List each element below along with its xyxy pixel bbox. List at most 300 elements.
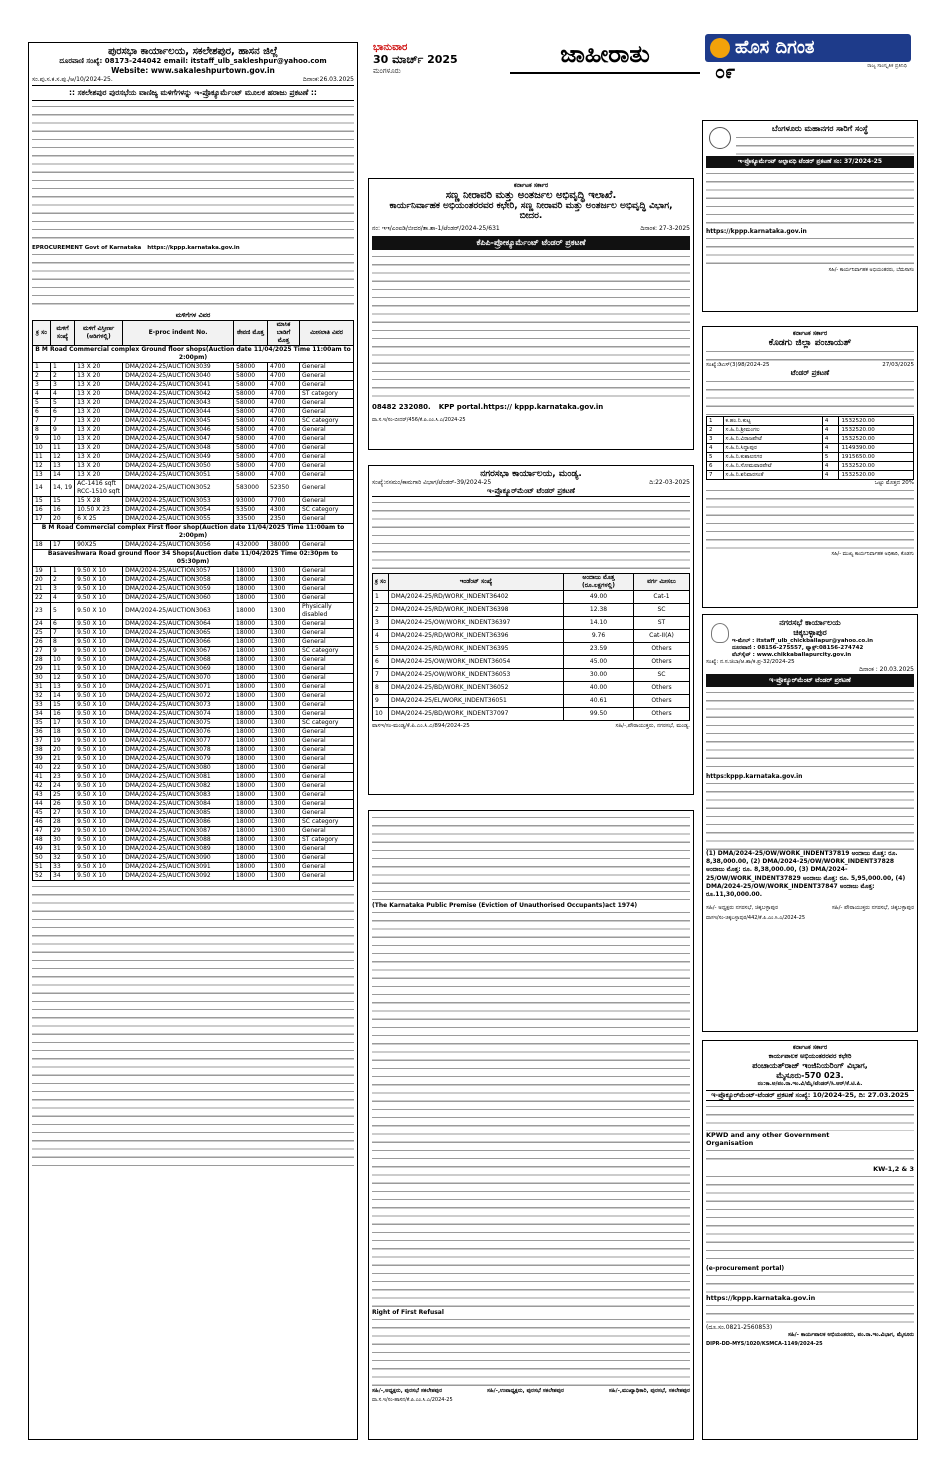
table-cell: 9.50 X 10: [75, 791, 123, 800]
masthead-logo-box: [705, 34, 911, 84]
table-cell: Physically disabled: [300, 603, 354, 620]
table-cell: 1300: [268, 567, 300, 576]
table-cell: 15: [51, 701, 75, 710]
table-cell: 13 X 20: [75, 381, 123, 390]
ad1-date: ದಿನಾಂಕ:26.03.2025: [302, 76, 354, 83]
table-cell: 14, 19: [51, 480, 75, 497]
ad6-bar: ಇ-ಪ್ರೊಕ್ಯೂರ್‌ಮೆಂಟ್ ಟೆಂಡರ್ ಪ್ರಕಟಣೆ: [706, 674, 914, 687]
table-cell: 9.50 X 10: [75, 737, 123, 746]
table-cell: 9.50 X 10: [75, 603, 123, 620]
ad6-phone: ದೂರವಾಣಿ : 08156-275557, ಫ್ಯಾಕ್ಸ್:08156-274742: [732, 645, 864, 651]
table-cell: 31: [51, 845, 75, 854]
table-cell: 29: [51, 827, 75, 836]
table-cell: 4700: [268, 390, 300, 399]
ad1c-sign: ಸಹಿ/-,ಉಪಾಧ್ಯಕ್ಷರು, ಪುರಸಭೆ ಸಕಲೇಶಪುರ: [486, 1388, 564, 1394]
table-cell: 99.50: [564, 708, 634, 721]
table-cell: 5: [33, 399, 51, 408]
ad7-sign: ಸಹಿ/- ಕಾರ್ಯಪಾಲಕ ಅಭಿಯಂತರರು, ಪಂ.ರಾ.ಇಂ.ವಿಭಾಗ, ಮೈಸೂರು: [787, 1332, 914, 1338]
table-cell: 18000: [234, 710, 268, 719]
table-cell: 10: [51, 656, 75, 665]
ad1-ref-row: [32, 75, 354, 86]
table-cell: 9.50 X 10: [75, 800, 123, 809]
table-cell: 5: [51, 399, 75, 408]
table-cell: 4700: [268, 363, 300, 372]
table-cell: 58000: [234, 471, 268, 480]
table-cell: 4: [822, 426, 839, 435]
table-cell: 58000: [234, 399, 268, 408]
table-cell: 4: [33, 390, 51, 399]
table-cell: 1532520.00: [839, 435, 914, 444]
table-row: [33, 665, 354, 674]
table-cell: ST category: [300, 836, 354, 845]
table-section-heading: Basaveshwara Road ground floor 34 Shops(Auction date 11/04/2025 Time 02:30pm to 05:30pm): [33, 550, 354, 567]
table-cell: 1532520.00: [839, 417, 914, 426]
table-row: [33, 480, 354, 497]
ad5-gov: ಕರ್ನಾಟಕ ಸರ್ಕಾರ: [792, 330, 828, 337]
table-row: [33, 629, 354, 638]
table-row: [33, 710, 354, 719]
table-cell: 45.00: [564, 656, 634, 669]
table-cell: 9.50 X 10: [75, 692, 123, 701]
masthead-day: ಭಾನುವಾರ: [373, 42, 408, 53]
ad6-indents: (1) DMA/2024-25/OW/WORK_INDENT37819 ಅಂದಾಜು ಮೊತ್ತ: ರೂ. 8,38,000.00, (2) DMA/2024-25/OW/WORK_INDENT37828 ಅಂದಾಜು ಮೊತ್ತ: ರೂ. 8,38,000.00, (3) DMA/2024-25/OW/WORK_INDENT37829 ಅಂದಾಜು ಮೊತ್ತ: ರೂ. 5,95,000.00, (4) DMA/2024-25/OW/WORK_INDENT37847 ಅಂದಾಜು ಮೊತ್ತ: ರೂ.11,30,000.00.: [706, 850, 906, 899]
table-cell: 18000: [234, 845, 268, 854]
ad7-footer: DIPR-DD-MYS/1020/KSMCA-1149/2024-25: [706, 1341, 823, 1347]
col-header: ಇಂಡೆಂಟ್ ಸಂಖ್ಯೆ: [389, 574, 564, 591]
table-cell: 11: [33, 453, 51, 462]
table-section-row: [33, 346, 354, 363]
paper-name: ಹೊಸ ದಿಗಂತ: [735, 37, 815, 58]
table-row: [33, 647, 354, 656]
table-cell: 58000: [234, 408, 268, 417]
table-cell: 28: [51, 818, 75, 827]
table-cell: 9.50 X 10: [75, 683, 123, 692]
table-cell: 4: [707, 444, 724, 453]
table-cell: 12.38: [564, 604, 634, 617]
table-cell: SC category: [300, 719, 354, 728]
ad2-title: ಸಣ್ಣ ನೀರಾವರಿ ಮತ್ತು ಅಂತರ್ಜಲ ಅಭಿವೃದ್ಧಿ ಇಲಾಖೆ.: [445, 190, 617, 201]
table-cell: General: [300, 692, 354, 701]
table-row: [33, 737, 354, 746]
table-cell: DMA/2024-25/AUCTION3057: [123, 567, 234, 576]
table-cell: 9.50 X 10: [75, 746, 123, 755]
table-cell: 22: [33, 594, 51, 603]
table-cell: 13 X 20: [75, 426, 123, 435]
table-cell: 44: [33, 800, 51, 809]
table-cell: 16: [51, 710, 75, 719]
ad6-sign: ಸಹಿ/- ಪೌರಾಯುಕ್ತರು ನಗರಸಭೆ, ಚಿಕ್ಕಬಳ್ಳಾಪುರ: [831, 905, 914, 912]
table-cell: 4700: [268, 417, 300, 426]
table-cell: DMA/2024-25/AUCTION3043: [123, 399, 234, 408]
table-cell: ಸ.ಹಿ.ನಿ.ವಿರಾಜಪೇಟೆ: [723, 435, 822, 444]
table-cell: 58000: [234, 372, 268, 381]
table-cell: 30.00: [564, 669, 634, 682]
table-cell: 58000: [234, 453, 268, 462]
table-cell: DMA/2024-25/RD/WORK_INDENT36398: [389, 604, 564, 617]
table-cell: 18000: [234, 836, 268, 845]
table-cell: 18000: [234, 782, 268, 791]
table-cell: SC category: [300, 818, 354, 827]
table-cell: ಸ.ಹಿ.ನಿ.ಶನಿವಾರಸಂತೆ: [723, 471, 822, 480]
ad3-title: ನಗರಸಭಾ ಕಾರ್ಯಾಲಯ, ಮಂಡ್ಯ.: [480, 469, 582, 479]
table-cell: DMA/2024-25/AUCTION3071: [123, 683, 234, 692]
table-cell: 14: [51, 692, 75, 701]
table-cell: 9.50 X 10: [75, 710, 123, 719]
col-header: ಮೀಸಲಾತಿ ವಿವರ: [300, 321, 354, 346]
table-cell: 21: [51, 755, 75, 764]
table-cell: SC category: [300, 506, 354, 515]
ad6-sign: ಸಹಿ/- ಅಧ್ಯಕ್ಷರು ನಗರಸಭೆ, ಚಿಕ್ಕಬಳ್ಳಾಪುರ: [706, 905, 779, 912]
table-row: [33, 444, 354, 453]
ad3-date: ದಿ:22-03-2025: [649, 479, 690, 486]
table-cell: 18: [33, 541, 51, 550]
table-cell: 18: [51, 728, 75, 737]
table-cell: 27: [51, 809, 75, 818]
ad2-contact-row: [372, 403, 690, 411]
table-row: [33, 791, 354, 800]
table-cell: DMA/2024-25/AUCTION3076: [123, 728, 234, 737]
mandya-table-header: [373, 574, 690, 591]
table-cell: 9.76: [564, 630, 634, 643]
table-cell: 18000: [234, 594, 268, 603]
table-cell: 26: [33, 638, 51, 647]
table-cell: DMA/2024-25/OW/WORK_INDENT36053: [389, 669, 564, 682]
table-row: [707, 426, 914, 435]
ad2-body-text: [372, 253, 690, 403]
table-cell: 2: [373, 604, 389, 617]
table-cell: 9.50 X 10: [75, 773, 123, 782]
ad7-body-text-5: [706, 1302, 914, 1324]
table-cell: DMA/2024-25/AUCTION3088: [123, 836, 234, 845]
paper-tag: ರಾಜ್ಯ ಸಾಂಸ್ಕೃತಿಕ ಪ್ರತಿನಿಧಿ: [867, 63, 907, 69]
table-cell: General: [300, 399, 354, 408]
table-cell: General: [300, 435, 354, 444]
table-cell: 1300: [268, 827, 300, 836]
table-row: [707, 435, 914, 444]
table-section-row: [33, 550, 354, 567]
table-cell: 9.50 X 10: [75, 719, 123, 728]
table-cell: DMA/2024-25/AUCTION3045: [123, 417, 234, 426]
table-cell: DMA/2024-25/AUCTION3078: [123, 746, 234, 755]
table-row: [33, 656, 354, 665]
table-cell: 9.50 X 10: [75, 620, 123, 629]
table-cell: 23: [33, 603, 51, 620]
table-cell: 18000: [234, 692, 268, 701]
ad1-table-caption: ಮಳಿಗೆಗಳ ವಿವರ: [175, 311, 211, 319]
table-cell: 9.50 X 10: [75, 836, 123, 845]
table-cell: 10: [373, 708, 389, 721]
table-cell: General: [300, 620, 354, 629]
ad4-body-text: [706, 170, 914, 228]
table-row: [33, 728, 354, 737]
table-cell: ಸ.ಹಿ.ನಿ.ಸಿದ್ದಾಪುರ: [723, 444, 822, 453]
table-cell: 432000: [234, 541, 268, 550]
table-row: [33, 506, 354, 515]
table-cell: General: [300, 567, 354, 576]
table-cell: 8: [373, 682, 389, 695]
table-cell: 48: [33, 836, 51, 845]
table-cell: 1300: [268, 773, 300, 782]
table-cell: DMA/2024-25/AUCTION3048: [123, 444, 234, 453]
table-cell: 9.50 X 10: [75, 647, 123, 656]
table-cell: 9.50 X 10: [75, 629, 123, 638]
table-cell: 1532520.00: [839, 426, 914, 435]
table-cell: DMA/2024-25/AUCTION3083: [123, 791, 234, 800]
table-cell: General: [300, 453, 354, 462]
table-cell: 6: [51, 620, 75, 629]
table-cell: 58000: [234, 426, 268, 435]
table-cell: 4: [373, 630, 389, 643]
table-cell: 4700: [268, 444, 300, 453]
table-cell: 1300: [268, 665, 300, 674]
table-cell: 1300: [268, 809, 300, 818]
table-cell: 15 X 28: [75, 497, 123, 506]
table-section-row: [33, 524, 354, 541]
table-cell: 12: [33, 462, 51, 471]
table-cell: 18000: [234, 854, 268, 863]
ad4-footer: ಸಹಿ/- ಕಾರ್ಯನಿರ್ವಾಹಕ ಅಭಿಯಂತರರು, ಬೆಮಸಾಸಂ: [828, 267, 914, 273]
table-row: [33, 800, 354, 809]
table-cell: 16: [51, 506, 75, 515]
table-cell: DMA/2024-25/AUCTION3072: [123, 692, 234, 701]
table-cell: 12: [51, 453, 75, 462]
table-row: [33, 674, 354, 683]
table-cell: 5: [707, 453, 724, 462]
table-cell: 40: [33, 764, 51, 773]
ad5-address: [706, 348, 914, 362]
table-cell: 10: [51, 435, 75, 444]
table-cell: 40.61: [564, 695, 634, 708]
table-cell: 9.50 X 10: [75, 845, 123, 854]
table-row: [373, 630, 690, 643]
table-cell: 1300: [268, 746, 300, 755]
ad5-emd: ಒಟ್ಟು ಮೊತ್ತದ 20%: [874, 480, 914, 486]
table-cell: DMA/2024-25/BD/WORK_INDENT37097: [389, 708, 564, 721]
table-cell: 49: [33, 845, 51, 854]
table-cell: 18000: [234, 773, 268, 782]
table-cell: 1915650.00: [839, 453, 914, 462]
table-cell: 15: [51, 497, 75, 506]
ad6-city: ಚಿಕ್ಕಬಳ್ಳಾಪುರ: [793, 628, 827, 637]
table-cell: 9.50 X 10: [75, 818, 123, 827]
table-cell: DMA/2024-25/AUCTION3063: [123, 603, 234, 620]
ad2-footer: ವಾ.ಸ.ಇ/ಸಂ-ಬೀದರ್/456/ಕೆ.ಪಿ.ಎಂ.ಸಿ.ಎ/2024-25: [372, 417, 466, 423]
table-cell: DMA/2024-25/RD/WORK_INDENT36396: [389, 630, 564, 643]
table-row: [373, 682, 690, 695]
table-cell: 9.50 X 10: [75, 638, 123, 647]
table-cell: DMA/2024-25/AUCTION3054: [123, 506, 234, 515]
table-cell: 18000: [234, 603, 268, 620]
table-cell: 58000: [234, 390, 268, 399]
table-cell: 1300: [268, 576, 300, 585]
table-cell: 9.50 X 10: [75, 567, 123, 576]
table-cell: 13 X 20: [75, 435, 123, 444]
table-cell: 4700: [268, 426, 300, 435]
ad-kodagu: [702, 326, 918, 608]
table-cell: General: [300, 426, 354, 435]
table-cell: 4700: [268, 462, 300, 471]
table-row: [33, 854, 354, 863]
table-row: [33, 372, 354, 381]
table-cell: 3: [373, 617, 389, 630]
table-cell: 4300: [268, 506, 300, 515]
table-cell: General: [300, 773, 354, 782]
bmtc-logo-icon: [709, 127, 731, 149]
table-cell: DMA/2024-25/AUCTION3073: [123, 701, 234, 710]
table-cell: 4700: [268, 408, 300, 417]
table-cell: 33500: [234, 515, 268, 524]
table-cell: 19: [33, 567, 51, 576]
table-cell: 14.10: [564, 617, 634, 630]
table-cell: DMA/2024-25/AUCTION3086: [123, 818, 234, 827]
table-cell: 38000: [268, 541, 300, 550]
table-row: [373, 656, 690, 669]
table-cell: 9.50 X 10: [75, 809, 123, 818]
table-cell: 11: [51, 444, 75, 453]
masthead-date-box: [373, 42, 503, 84]
ad-mysuru-pred: [702, 1040, 918, 1440]
table-cell: 52: [33, 872, 51, 881]
table-cell: Others: [634, 682, 690, 695]
ad5-body-text: [706, 378, 914, 416]
table-cell: DMA/2024-25/AUCTION3079: [123, 755, 234, 764]
table-cell: 58000: [234, 417, 268, 426]
table-cell: 23.59: [564, 643, 634, 656]
table-cell: 10: [33, 444, 51, 453]
table-cell: 18000: [234, 683, 268, 692]
ad4-address: [736, 134, 914, 156]
table-cell: 9.50 X 10: [75, 594, 123, 603]
table-cell: 17: [51, 719, 75, 728]
ad2-url: KPP portal.https:// kppp.karnataka.gov.in: [438, 403, 604, 411]
table-cell: DMA/2024-25/AUCTION3087: [123, 827, 234, 836]
table-cell: 18000: [234, 585, 268, 594]
table-cell: 1300: [268, 737, 300, 746]
table-cell: General: [300, 791, 354, 800]
table-cell: 52350: [268, 480, 300, 497]
ad7-gov: ಕರ್ನಾಟಕ ಸರ್ಕಾರ: [792, 1044, 828, 1051]
table-cell: 6: [707, 462, 724, 471]
ad6-signs: [706, 905, 914, 912]
table-cell: 4700: [268, 453, 300, 462]
table-cell: General: [300, 701, 354, 710]
table-row: [33, 576, 354, 585]
table-cell: 38: [33, 746, 51, 755]
table-row: [33, 417, 354, 426]
table-cell: General: [300, 515, 354, 524]
table-cell: 30: [51, 836, 75, 845]
table-cell: General: [300, 471, 354, 480]
table-cell: DMA/2024-25/AUCTION3065: [123, 629, 234, 638]
ad7-body-text-3: [706, 1173, 914, 1265]
table-row: [707, 471, 914, 480]
table-cell: DMA/2024-25/AUCTION3055: [123, 515, 234, 524]
ad3-footer: ವಾಸಇ/ಸಂ-ಮಂಡ್ಯ/ಕೆ.ಪಿ.ಎಂ.ಸಿ.ಎ/894/2024-25: [372, 723, 470, 729]
ad5-date: 27/03/2025: [882, 362, 914, 368]
table-cell: 1300: [268, 719, 300, 728]
ad7-body-text-4: [706, 1272, 914, 1294]
ad7-phone: (ದೂ.ಸಂ.0821-2560853): [706, 1324, 773, 1331]
table-cell: DMA/2024-25/AUCTION3077: [123, 737, 234, 746]
ad4-title: ಬೆಂಗಳೂರು ಮಹಾನಗರ ಸಾರಿಗೆ ಸಂಸ್ಥೆ: [771, 124, 869, 133]
ad6-body-text: [706, 689, 914, 773]
ad7-eproc: (e-procurement portal): [706, 1265, 785, 1272]
table-cell: 18000: [234, 737, 268, 746]
table-cell: 1300: [268, 755, 300, 764]
table-cell: 1: [707, 417, 724, 426]
table-cell: 13 X 20: [75, 444, 123, 453]
table-cell: 18000: [234, 665, 268, 674]
ad3-foot-row: [372, 723, 690, 730]
ad3-ref: ಸಂಖ್ಯೆ:ನಸಮಂ/ಕಾಮಗಾರಿ ವಿಭಾಗ/ಟೆಂಡರ್-39/2024-25: [372, 479, 492, 486]
table-cell: DMA/2024-25/RD/WORK_INDENT36402: [389, 591, 564, 604]
table-cell: 18000: [234, 567, 268, 576]
table-cell: DMA/2024-25/AUCTION3075: [123, 719, 234, 728]
table-cell: 18000: [234, 872, 268, 881]
table-cell: 1532520.00: [839, 471, 914, 480]
shops-table: [32, 320, 354, 881]
table-cell: 5: [51, 603, 75, 620]
table-cell: 42: [33, 782, 51, 791]
table-cell: 13 X 20: [75, 363, 123, 372]
table-cell: 58000: [234, 381, 268, 390]
table-cell: 1300: [268, 818, 300, 827]
table-cell: 14: [33, 480, 51, 497]
ad1-body-text: [32, 103, 354, 245]
table-cell: 49.00: [564, 591, 634, 604]
ad7-title: ಪಂಚಾಯತ್‌ರಾಜ್ ಇಂಜಿನಿಯರಿಂಗ್ ವಿಭಾಗ,: [752, 1061, 868, 1070]
table-row: [33, 863, 354, 872]
ad1-ref: ಸಂ.ಪು.ಸ.ಕ.ಸ.ಪು./ಆ/10/2024-25.: [32, 76, 113, 83]
table-cell: 4700: [268, 399, 300, 408]
table-cell: 1300: [268, 692, 300, 701]
table-cell: 18000: [234, 800, 268, 809]
table-cell: 7700: [268, 497, 300, 506]
masthead-date: 30 ಮಾರ್ಚ್ 2025: [373, 53, 458, 66]
table-cell: 1300: [268, 782, 300, 791]
table-cell: DMA/2024-25/AUCTION3070: [123, 674, 234, 683]
table-row: [33, 845, 354, 854]
ad6-body-text-2: [706, 780, 914, 850]
table-cell: 13 X 20: [75, 453, 123, 462]
table-cell: DMA/2024-25/AUCTION3040: [123, 372, 234, 381]
table-cell: DMA/2024-25/AUCTION3059: [123, 585, 234, 594]
table-cell: 16: [33, 506, 51, 515]
table-cell: 9.50 X 10: [75, 656, 123, 665]
ad1-title: ಪುರಸಭಾ ಕಾರ್ಯಾಲಯ, ಸಕಲೇಶಪುರ, ಹಾಸನ ಜಿಲ್ಲೆ: [108, 46, 278, 57]
table-cell: 18000: [234, 620, 268, 629]
table-cell: DMA/2024-25/AUCTION3091: [123, 863, 234, 872]
col-header: E-proc indent No.: [123, 321, 234, 346]
table-cell: DMA/2024-25/RD/WORK_INDENT36395: [389, 643, 564, 656]
table-row: [373, 617, 690, 630]
table-cell: General: [300, 746, 354, 755]
table-cell: 47: [33, 827, 51, 836]
table-cell: 18000: [234, 791, 268, 800]
table-cell: 1300: [268, 656, 300, 665]
table-row: [33, 746, 354, 755]
ad1-contact: ದೂರವಾಣಿ ಸಂಖ್ಯೆ: 08173-244042 email: itstaff_ulb_sakleshpur@yahoo.com: [59, 57, 327, 65]
ad7-body-text: [706, 1103, 914, 1131]
table-cell: DMA/2024-25/AUCTION3085: [123, 809, 234, 818]
table-row: [33, 701, 354, 710]
table-row: [33, 836, 354, 845]
table-cell: DMA/2024-25/AUCTION3044: [123, 408, 234, 417]
ad1c-sign: ಸಹಿ/-,ಅಧ್ಯಕ್ಷರು, ಪುರಸಭೆ ಸಕಲೇಶಪುರ: [372, 1388, 443, 1394]
table-cell: Cat-1: [634, 591, 690, 604]
table-cell: 13: [51, 683, 75, 692]
table-cell: 58000: [234, 462, 268, 471]
